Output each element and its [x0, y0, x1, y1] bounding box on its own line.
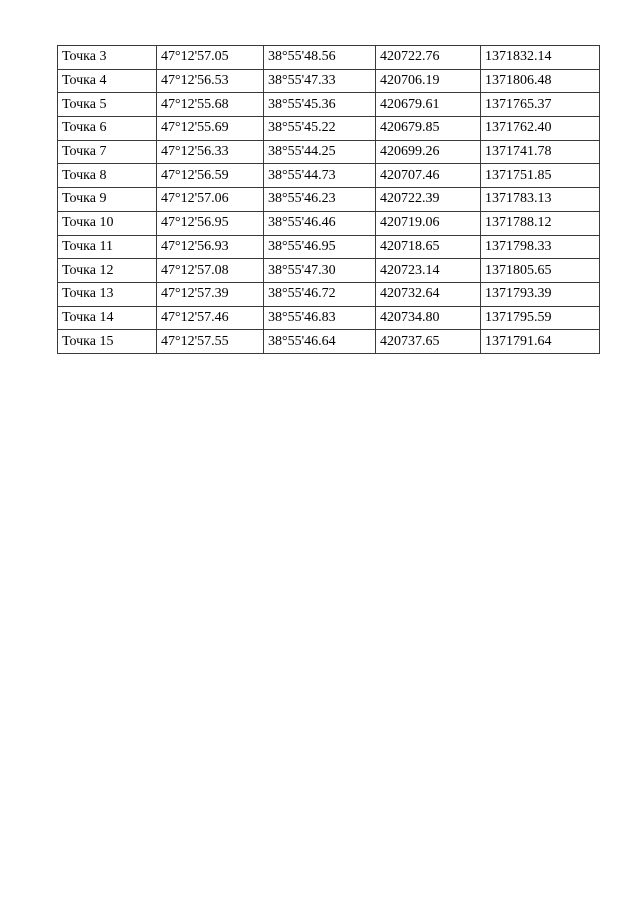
latitude-cell: 47°12'56.93	[157, 235, 264, 259]
y-coordinate-cell: 1371798.33	[481, 235, 600, 259]
latitude-cell: 47°12'57.46	[157, 306, 264, 330]
y-coordinate-cell: 1371805.65	[481, 259, 600, 283]
latitude-cell: 47°12'57.08	[157, 259, 264, 283]
y-coordinate-cell: 1371788.12	[481, 211, 600, 235]
latitude-cell: 47°12'57.06	[157, 188, 264, 212]
point-name-cell: Точка 3	[58, 46, 157, 70]
longitude-cell: 38°55'46.72	[264, 282, 376, 306]
x-coordinate-cell: 420737.65	[376, 330, 481, 354]
table-row	[58, 211, 600, 235]
latitude-cell: 47°12'57.05	[157, 46, 264, 70]
x-coordinate-cell: 420707.46	[376, 164, 481, 188]
table-row	[58, 330, 600, 354]
coordinates-table	[57, 45, 600, 354]
point-name-cell: Точка 5	[58, 93, 157, 117]
table-row	[58, 188, 600, 212]
y-coordinate-cell: 1371832.14	[481, 46, 600, 70]
point-name-cell: Точка 4	[58, 69, 157, 93]
longitude-cell: 38°55'46.95	[264, 235, 376, 259]
latitude-cell: 47°12'56.95	[157, 211, 264, 235]
point-name-cell: Точка 15	[58, 330, 157, 354]
y-coordinate-cell: 1371783.13	[481, 188, 600, 212]
x-coordinate-cell: 420732.64	[376, 282, 481, 306]
longitude-cell: 38°55'47.33	[264, 69, 376, 93]
latitude-cell: 47°12'57.55	[157, 330, 264, 354]
latitude-cell: 47°12'56.53	[157, 69, 264, 93]
x-coordinate-cell: 420723.14	[376, 259, 481, 283]
longitude-cell: 38°55'44.25	[264, 140, 376, 164]
y-coordinate-cell: 1371762.40	[481, 117, 600, 141]
longitude-cell: 38°55'46.46	[264, 211, 376, 235]
y-coordinate-cell: 1371793.39	[481, 282, 600, 306]
table-row	[58, 46, 600, 70]
longitude-cell: 38°55'47.30	[264, 259, 376, 283]
point-name-cell: Точка 11	[58, 235, 157, 259]
longitude-cell: 38°55'45.22	[264, 117, 376, 141]
x-coordinate-cell: 420734.80	[376, 306, 481, 330]
x-coordinate-cell: 420718.65	[376, 235, 481, 259]
table-row	[58, 235, 600, 259]
point-name-cell: Точка 13	[58, 282, 157, 306]
y-coordinate-cell: 1371741.78	[481, 140, 600, 164]
table-row	[58, 259, 600, 283]
table-row	[58, 164, 600, 188]
y-coordinate-cell: 1371751.85	[481, 164, 600, 188]
x-coordinate-cell: 420722.76	[376, 46, 481, 70]
table-row	[58, 69, 600, 93]
point-name-cell: Точка 10	[58, 211, 157, 235]
latitude-cell: 47°12'56.33	[157, 140, 264, 164]
table-row	[58, 140, 600, 164]
point-name-cell: Точка 12	[58, 259, 157, 283]
x-coordinate-cell: 420706.19	[376, 69, 481, 93]
x-coordinate-cell: 420719.06	[376, 211, 481, 235]
longitude-cell: 38°55'45.36	[264, 93, 376, 117]
longitude-cell: 38°55'46.64	[264, 330, 376, 354]
point-name-cell: Точка 9	[58, 188, 157, 212]
longitude-cell: 38°55'46.23	[264, 188, 376, 212]
y-coordinate-cell: 1371765.37	[481, 93, 600, 117]
longitude-cell: 38°55'46.83	[264, 306, 376, 330]
point-name-cell: Точка 7	[58, 140, 157, 164]
x-coordinate-cell: 420679.61	[376, 93, 481, 117]
table-row	[58, 306, 600, 330]
point-name-cell: Точка 6	[58, 117, 157, 141]
latitude-cell: 47°12'56.59	[157, 164, 264, 188]
longitude-cell: 38°55'48.56	[264, 46, 376, 70]
x-coordinate-cell: 420722.39	[376, 188, 481, 212]
y-coordinate-cell: 1371795.59	[481, 306, 600, 330]
longitude-cell: 38°55'44.73	[264, 164, 376, 188]
point-name-cell: Точка 8	[58, 164, 157, 188]
x-coordinate-cell: 420679.85	[376, 117, 481, 141]
y-coordinate-cell: 1371806.48	[481, 69, 600, 93]
x-coordinate-cell: 420699.26	[376, 140, 481, 164]
latitude-cell: 47°12'55.69	[157, 117, 264, 141]
table-row	[58, 282, 600, 306]
y-coordinate-cell: 1371791.64	[481, 330, 600, 354]
point-name-cell: Точка 14	[58, 306, 157, 330]
latitude-cell: 47°12'55.68	[157, 93, 264, 117]
latitude-cell: 47°12'57.39	[157, 282, 264, 306]
table-row	[58, 93, 600, 117]
table-row	[58, 117, 600, 141]
